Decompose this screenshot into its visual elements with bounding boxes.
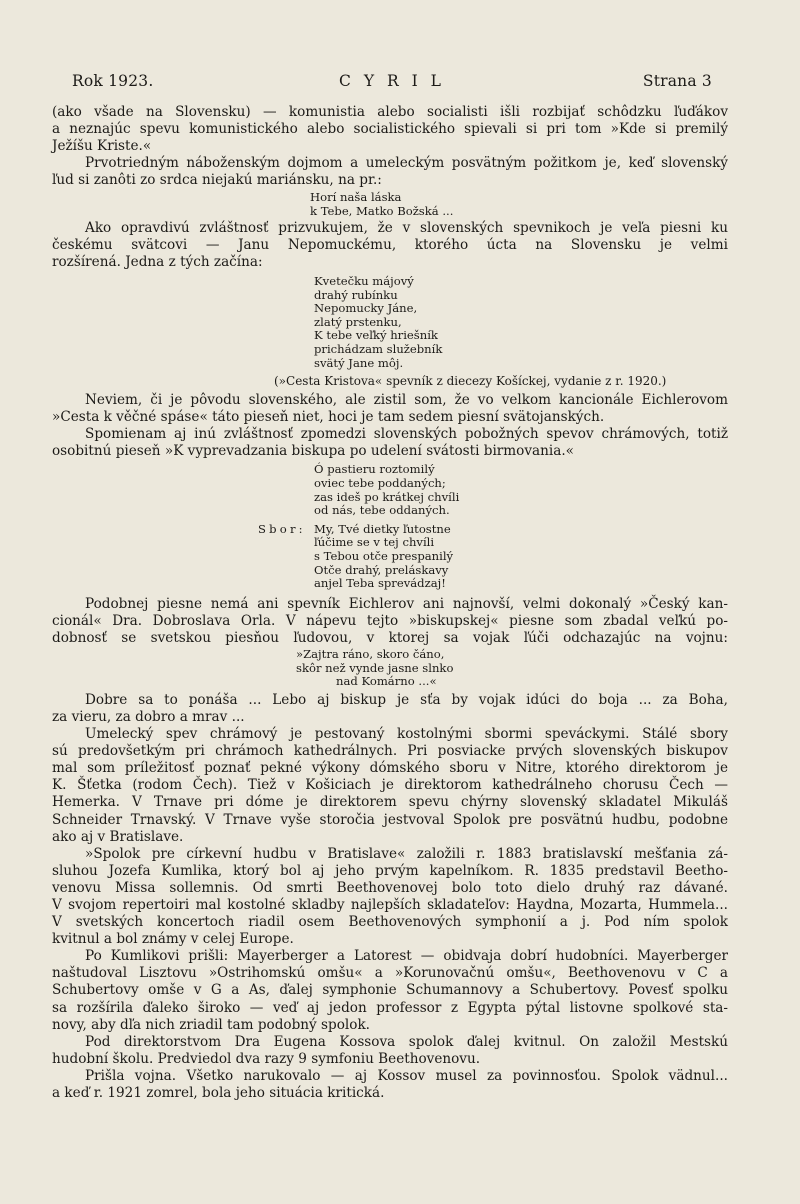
header-journal-title: C Y R I L [339,72,445,90]
text-line: Schubertovy omše v G a As, ďalej symphonie Schumannovy a Schubertovy. Povesť spolku [52,982,728,999]
poem-line: anjel Teba sprevádzaj! [314,576,446,591]
poem-line: »Zajtra ráno, skoro čáno, [296,647,445,662]
chorus-label: Sbor: [258,521,306,536]
text-line: Schneider Trnavský. V Trnave vyše storočia jestvoval Spolok pre posvätnú hudbu, podobne [52,811,728,828]
header-year: Rok 1923. [72,72,154,90]
text-line: ľud si zanôti zo srdca niejakú mariánsku, na pr.: [52,172,382,189]
paragraph [52,1034,728,1068]
poem-source-citation: (»Cesta Kristova« spevník z diecezy Košíckej, vydanie z r. 1920.) [274,374,667,389]
text-line: sú predovšetkým pri chrámoch kathedrálnych. Pri posviacke prvých slovenských biskupov [52,743,728,760]
poem-line: zas ideš po krátkej chvíli [314,489,460,504]
paragraph [52,846,728,949]
poem-line: prichádzam služebník [314,341,443,356]
poem-line: Horí naša láska [310,190,402,205]
text-line: Pod direktorstvom Dra Eugena Kossova spolok ďalej kvitnul. On založil Mestskú [85,1033,728,1050]
poem-line: drahý rubínku [314,287,398,302]
text-line: (ako všade na Slovensku) — komunistia alebo socialisti išli rozbijať schôdzku ľuďákov [52,104,728,120]
poem-line: svätý Jane môj. [314,355,404,370]
text-line: Hemerka. V Trnave pri dóme je direktorem spevu chýrny slovenský skladatel Mikuláš [52,794,728,811]
header-page-number: Strana 3 [642,72,712,90]
text-line: Podobnej piesne nemá ani spevník Eichlerov ani najnovší, velmi dokonalý »Český kan- [85,595,728,612]
poem-line: oviec tebe poddaných; [314,476,446,491]
chorus-section [52,523,728,591]
running-header [72,72,712,96]
poem-quote [52,275,728,370]
poem-line: k Tebe, Matko Božská ... [310,204,454,219]
text-line: sluhou Jozefa Kumlika, ktorý bol aj jeho prvým kapelníkom. R. 1835 predstavil Beetho- [52,862,728,879]
text-line: venovu Missa sollemnis. Od smrti Beethovenovej bolo toto dielo druhý raz dávané. [52,879,728,896]
poem-line: My, Tvé dietky ľutostne [314,521,451,536]
text-line: Umelecký spev chrámový je pestovaný kostolnými sbormi speváckymi. Stálé sbory [85,726,728,743]
poem-line: K tebe veľký hriešník [314,328,438,343]
poem-quote [52,463,728,517]
text-line: K. Šťetka (rodom Čech). Tiež v Košiciach je direktorom kathedrálneho chorusu Čech — [52,777,728,794]
text-line: sa rozšírila ďaleko široko — veď aj jedon professor z Egypta pýtal listovne spolkové sta- [52,999,728,1016]
text-line: Prvotriedným náboženským dojmom a umeleckým posvätným požitkom je, keď slovenský [85,155,728,172]
text-line: V svojom repertoiri mal kostolné skladby najlepších skladateľov: Haydna, Mozarta, Hummela... [52,897,728,913]
poem-line: ľúčime se v tej chvíli [314,535,435,550]
text-line: Prišla vojna. Všetko narukovalo — aj Kossov musel za povinnosťou. Spolok vädnul... [85,1067,728,1084]
text-line: Ako opravdivú zvláštnosť prizvukujem, že v slovenských spevnikoch je veľa piesni ku [85,219,728,236]
text-line: kvitnul a bol známy v celej Europe. [52,931,294,948]
text-line: českému svätcovi — Janu Nepomuckému, ktorého úcta na Slovensku je velmi [52,236,728,253]
text-line: rozšírená. Jedna z tých začína: [52,253,263,270]
article-body [52,104,728,1102]
text-line: za vieru, za dobro a mrav ... [52,708,245,725]
text-line: osobitnú pieseň »K vyprevadzania biskupa po udelení svátosti birmovania.« [52,443,574,460]
poem-line: nad Komárno ...« [336,674,437,689]
text-line: V svetských koncertoch riadil osem Beethovenových symphonií a j. Pod ním spolok [52,914,728,931]
poem-quote [52,648,728,689]
text-line: »Spolok pre církevní hudbu v Bratislave« založili r. 1883 bratislavskí mešťania zá- [85,845,728,862]
paragraph [52,596,728,647]
text-line: novy, aby dľa nich zriadil tam podobný spolok. [52,1016,370,1033]
text-line: Neviem, či je pôvodu slovenského, ale zistil som, že vo velkom kancionále Eichlerovom [85,392,728,409]
text-line: Po Kumlikovi prišli: Mayerberger a Latorest — obidvaja dobrí hudobníci. Mayerberger [85,948,728,965]
poem-line: od nás, tebe oddaných. [314,503,450,518]
text-line: mal som príležitosť poznať pekné výkony dómského sboru v Nitre, ktorého direktorom je [52,760,728,777]
poem-line: Ó pastieru roztomilý [314,462,435,477]
paragraph [52,948,728,1033]
paragraph [52,726,728,846]
text-line: dobnosť se svetskou piesňou ľudovou, v ktorej sa vojak ľúči odchazajúc na vojnu: [52,630,728,646]
poem-line: Otče drahý, preláskavy [314,562,449,577]
poem-line: zlatý prstenku, [314,314,402,329]
paragraph [52,220,728,271]
text-line: Ježíšu Kriste.« [52,138,152,155]
text-line: Dobre sa to ponáša ... Lebo aj biskup je sťa by vojak idúci do boja ... za Boha, [85,691,728,708]
paragraph [52,426,728,460]
poem-quote [52,191,728,218]
text-line: »Cesta k věčné spáse« táto pieseň niet, hoci je tam sedem piesní svätojanských. [52,409,605,426]
paragraph [52,104,728,155]
paragraph [52,392,728,426]
text-line: a neznajúc spevu komunistického alebo socialistického spievali si pri tom »Kde si premilý [52,121,728,138]
text-line: hudobní školu. Predviedol dva razy 9 symfoniu Beethovenovu. [52,1050,481,1067]
text-line: Spomienam aj inú zvláštnosť zpomedzi slovenských pobožných spevov chrámových, totiž [85,426,728,443]
paragraph [52,692,728,726]
text-line: ako aj v Bratislave. [52,828,184,845]
text-line: naštudoval Lisztovu »Ostrihomskú omšu« a »Korunovačnú omšu«, Beethovenovu v C a [52,965,728,982]
poem-line: Nepomucky Jáne, [314,301,418,316]
text-line: cionál« Dra. Dobroslava Orla. V nápevu tejto »biskupskej« piesne som zbadal veľkú po- [52,612,728,629]
paragraph [52,155,728,189]
text-line: a keď r. 1921 zomrel, bola jeho situácia kritická. [52,1085,385,1102]
paragraph [52,1068,728,1102]
poem-line: Kvetečku májový [314,273,414,288]
poem-line: s Tebou otče prespanilý [314,549,454,564]
poem-line: skôr než vynde jasne slnko [296,660,454,675]
